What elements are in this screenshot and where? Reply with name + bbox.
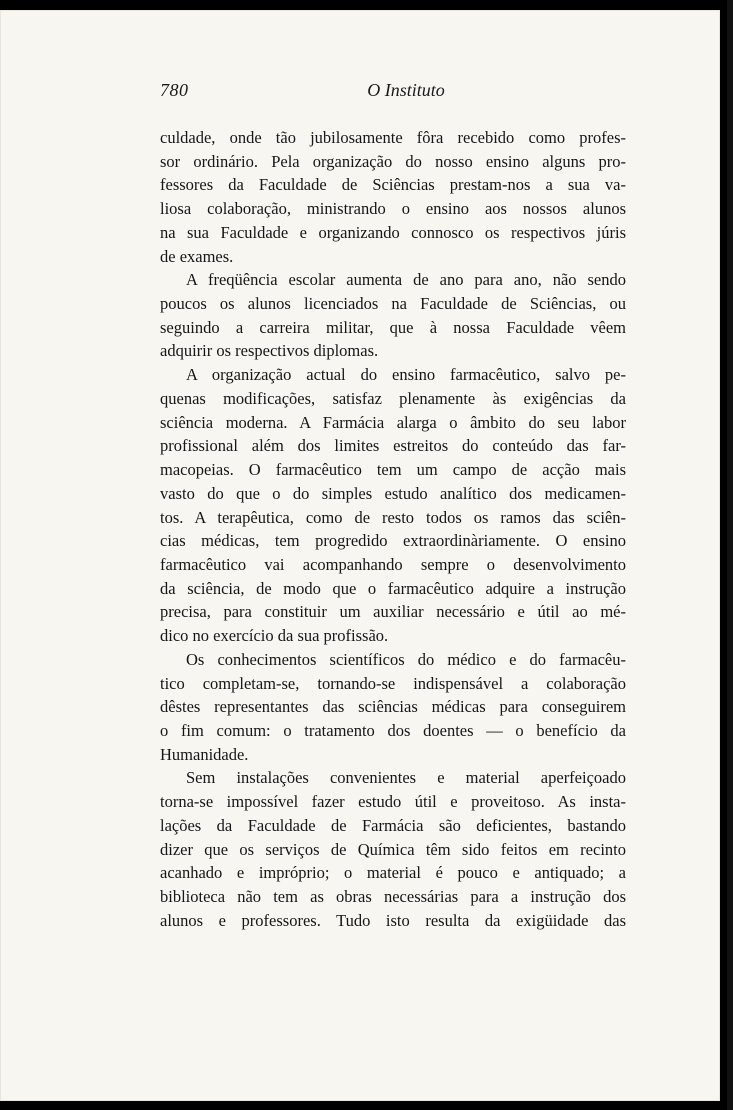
text-line: na sua Faculdade e organizando connosco os respectivos júris [160,222,626,242]
paragraph-start-line: Sem instalações convenientes e material aperfeiçoado [186,768,626,788]
text-line: fessores da Faculdade de Sciências prestam-nos a sua va- [160,175,626,195]
text-line: sor ordinário. Pela organização do nosso ensino alguns pro- [160,151,626,171]
text-line: vasto do que o do simples estudo analítico dos medicamen- [160,483,626,503]
text-line: farmacêutico vai acompanhando sempre o desenvolvimento [160,554,626,574]
text-line: dico no exercício da sua profissão. [160,626,389,646]
text-line: dêstes representantes das sciências médicas para conseguirem [160,697,626,717]
text-line: cias médicas, tem progredido extraordinàriamente. O ensino [160,531,626,551]
text-line: o fim comum: o tratamento dos doentes — o benefício da [160,720,626,740]
text-line: de exames. [160,246,234,266]
page-header [160,76,626,104]
text-line: liosa colaboração, ministrando o ensino aos nossos alunos [160,199,626,219]
text-line: dizer que os serviços de Química têm sido feitos em recinto [160,839,626,859]
text-line: lações da Faculdade de Farmácia são deficientes, bastando [160,815,626,835]
text-line: torna-se impossível fazer estudo útil e proveitoso. As insta- [160,792,626,812]
text-line: macopeias. O farmacêutico tem um campo de acção mais [160,460,626,480]
text-line: culdade, onde tão jubilosamente fôra recebido como profes- [160,128,626,147]
text-line: da sciência, de modo que o farmacêutico adquire a instrução [160,578,626,598]
running-title: O Instituto [367,80,445,100]
text-line: precisa, para constituir um auxiliar necessário e útil ao mé- [160,602,626,622]
page-number: 780 [160,80,189,100]
text-line: Humanidade. [160,744,249,764]
text-line: quenas modificações, satisfaz plenamente às exigências da [160,388,626,408]
paragraph-start-line: Os conhecimentos scientíficos do médico e do farmacêu- [186,649,626,669]
text-line: poucos os alunos licenciados na Faculdade de Sciências, ou [160,294,626,314]
text-line: sciência moderna. A Farmácia alarga o âmbito do seu labor [160,412,626,432]
text-line: tico completam-se, tornando-se indispensável a colaboração [160,673,626,693]
book-page [0,10,720,1101]
body-text [160,126,626,932]
text-line: tos. A terapêutica, como de resto todos os ramos das sciên- [160,507,626,527]
scan-edge-shadow [727,0,733,1110]
paragraph-start-line: A freqüência escolar aumenta de ano para ano, não sendo [186,270,626,290]
text-line: biblioteca não tem as obras necessárias para a instrução dos [160,887,626,906]
text-line: alunos e professores. Tudo isto resulta da exigüidade das [160,910,626,930]
text-line: profissional além dos limites estreitos do conteúdo das far- [160,436,626,456]
text-line: adquirir os respectivos diplomas. [160,341,379,361]
text-line: seguindo a carreira militar, que à nossa Faculdade vêem [160,317,626,337]
paragraph-start-line: A organização actual do ensino farmacêutico, salvo pe- [186,365,626,385]
text-line: acanhado e impróprio; o material é pouco e antiquado; a [160,863,626,883]
